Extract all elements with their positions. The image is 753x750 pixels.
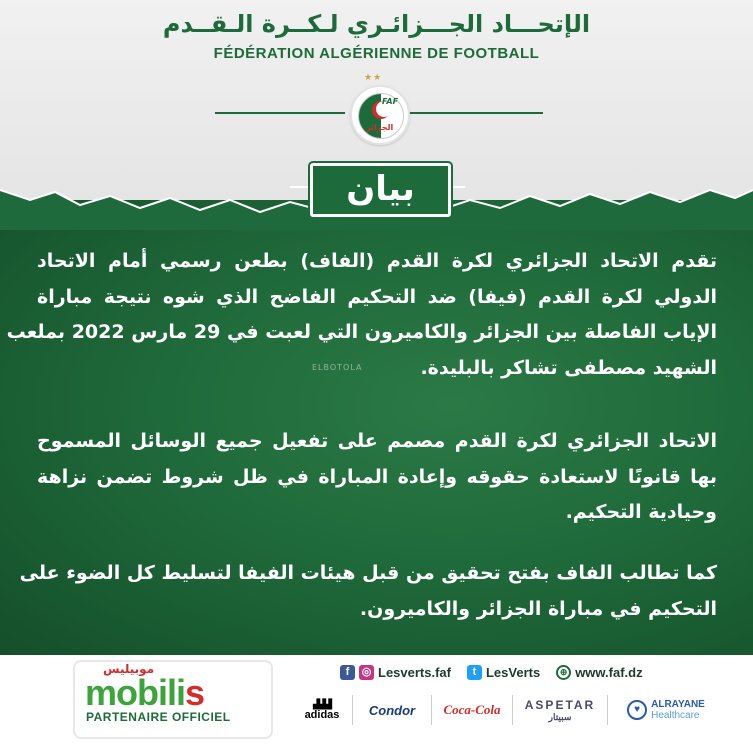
twitter-icon[interactable]: t [467, 665, 482, 680]
paragraph-line: الدولي لكرة القدم (فيفا) ضد التحكيم الفاضح الذي شوه نتيجة مباراة [37, 285, 717, 308]
paragraph-line: بها قانونًا لاستعادة حقوقه وإعادة المباراة في ظل شروط تضمن نزاهة [37, 465, 717, 488]
paragraph-line: تقدم الاتحاد الجزائري لكرة القدم (الفاف) بطعن رسمي أمام الاتحاد [37, 250, 717, 272]
star-icons: ★★ [364, 73, 383, 83]
aspetar-arabic: سبيتار [548, 711, 572, 722]
sponsor-aspetar [513, 695, 608, 725]
alrayane-sub: Healthcare [651, 710, 700, 721]
mobilis-arabic: موبيليس [103, 662, 155, 676]
paragraph-line: التحكيم في مباراة الجزائر والكاميرون. [359, 597, 717, 620]
facebook-icon[interactable]: f [340, 665, 355, 680]
statement-badge: بيان [310, 163, 451, 217]
adidas-stripes-icon: ▟▟▟ [313, 698, 331, 709]
divider-left [215, 112, 345, 114]
globe-icon[interactable]: ⊕ [556, 665, 571, 680]
adidas-label: adidas [304, 708, 340, 721]
crest-text-arabic: الجزائر [366, 123, 394, 132]
alrayane-text [651, 699, 705, 721]
statement-paragraph-2 [37, 424, 717, 531]
twitter-handle[interactable]: LesVerts [485, 664, 541, 680]
crest-text-latin: FAF [382, 97, 399, 106]
federation-title-arabic: الإتحـــاد الجـــزائـري لـكــرة الـقــدم [162, 10, 591, 38]
sponsor-condor: Condor [353, 695, 432, 725]
alrayane-label: ALRAYANE [651, 699, 705, 710]
paragraph-line: الشهيد مصطفى تشاكر بالبليدة. [420, 356, 717, 379]
instagram-icon[interactable]: ◎ [359, 665, 374, 680]
statement-paragraph-1 [6, 244, 717, 386]
mobilis-logo [85, 672, 204, 714]
paragraph-line: الإياب الفاصلة بين الجزائر والكاميرون التي لعبت في 29 مارس 2022 بملعب [6, 321, 717, 343]
facebook-instagram-handle[interactable]: Lesverts.faf [378, 664, 451, 680]
paragraph-line: كما تطالب الفاف بفتح تحقيق من قبل هيئات الفيفا لتسليط كل الضوء على [19, 562, 717, 584]
website-link[interactable]: www.faf.dz [575, 664, 643, 680]
sponsor-alrayane [608, 695, 724, 725]
watermark: ELBOTOLA [312, 363, 363, 372]
divider-right [408, 112, 543, 114]
aspetar-label: ASPETAR [524, 697, 596, 712]
sponsor-adidas [292, 695, 353, 725]
paragraph-line: وحيادية التحكيم. [565, 501, 717, 523]
mobilis-logo-main: mobili [85, 672, 185, 713]
paragraph-line: الاتحاد الجزائري لكرة القدم مصمم على تفعيل جميع الوسائل المسموح [37, 430, 717, 452]
sponsor-strip [292, 690, 724, 730]
federation-title-french: FÉDÉRATION ALGÉRIENNE DE FOOTBALL [213, 45, 540, 62]
partner-caption: PARTENAIRE OFFICIEL [86, 710, 231, 724]
social-links [340, 661, 643, 683]
faf-crest-logo [350, 85, 410, 145]
alrayane-heart-icon: ♥ [627, 700, 647, 720]
mobilis-logo-end: s [185, 672, 205, 713]
statement-paragraph-3 [19, 556, 717, 627]
sponsor-cocacola: Coca-Cola [432, 695, 513, 725]
